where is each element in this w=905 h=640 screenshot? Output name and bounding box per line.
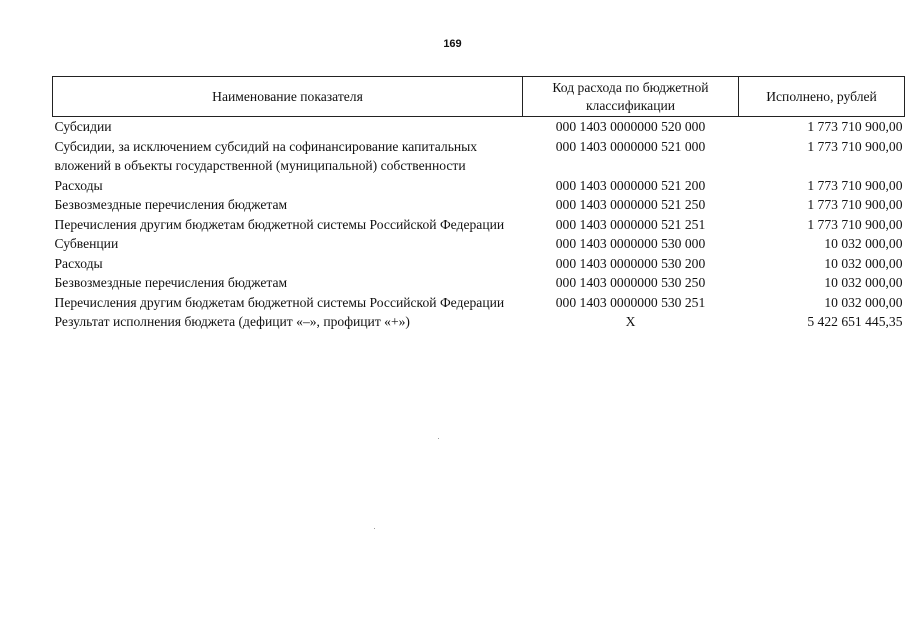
row-code: 000 1403 0000000 521 250 — [555, 197, 706, 212]
row-name: Безвозмездные перечисления бюджетам — [54, 197, 288, 212]
header-code: Код расхода по бюджетной классификации — [523, 77, 739, 117]
row-amount: 1 773 710 900,00 — [807, 216, 903, 232]
table-row — [53, 234, 905, 254]
table-row — [53, 293, 905, 313]
row-name: Расходы — [54, 255, 103, 271]
table-row — [53, 254, 905, 274]
row-amount: 1 773 710 900,00 — [807, 177, 903, 193]
row-amount: 10 032 000,00 — [824, 255, 903, 271]
row-code: 000 1403 0000000 521 200 — [555, 177, 706, 193]
table-row — [53, 117, 905, 137]
table-row — [53, 137, 905, 176]
table-row — [53, 195, 905, 215]
row-name: Субсидии — [54, 119, 112, 134]
scan-speck — [374, 528, 375, 529]
row-amount: 10 032 000,00 — [824, 294, 903, 310]
row-amount: 10 032 000,00 — [824, 236, 903, 251]
result-amount: 5 422 651 445,35 — [807, 314, 903, 329]
row-code: 000 1403 0000000 521 000 — [555, 138, 706, 154]
result-name: Результат исполнения бюджета (дефицит «–», профицит «+») — [54, 314, 410, 329]
row-amount: 1 773 710 900,00 — [807, 119, 903, 134]
row-name: Субсидии, за исключением субсидий на софинансирование капитальных вложений в объекты государственной (муниципальной) собственности — [54, 138, 478, 173]
page-number: 169 — [443, 38, 462, 50]
row-code: 000 1403 0000000 521 251 — [555, 216, 706, 232]
row-code: 000 1403 0000000 520 000 — [555, 119, 706, 134]
table-header-row — [53, 77, 905, 117]
row-name: Перечисления другим бюджетам бюджетной системы Российской Федерации — [54, 294, 505, 310]
row-code: 000 1403 0000000 530 251 — [555, 294, 706, 310]
row-code: 000 1403 0000000 530 200 — [555, 255, 706, 271]
table-row — [53, 176, 905, 196]
table-row — [53, 215, 905, 235]
table-row-result — [53, 312, 905, 332]
result-code: X — [625, 314, 636, 329]
row-code: 000 1403 0000000 530 000 — [555, 236, 706, 251]
header-amount: Исполнено, рублей — [739, 77, 905, 117]
row-name: Перечисления другим бюджетам бюджетной системы Российской Федерации — [54, 216, 505, 232]
row-amount: 1 773 710 900,00 — [807, 138, 903, 154]
table-row — [53, 273, 905, 293]
scan-speck — [438, 438, 439, 439]
row-name: Расходы — [54, 177, 103, 193]
row-amount: 1 773 710 900,00 — [807, 197, 903, 212]
row-code: 000 1403 0000000 530 250 — [555, 275, 706, 290]
header-name: Наименование показателя — [53, 77, 523, 117]
row-name: Субвенции — [54, 236, 119, 251]
row-name: Безвозмездные перечисления бюджетам — [54, 275, 288, 290]
row-amount: 10 032 000,00 — [824, 275, 903, 290]
budget-table — [52, 76, 905, 332]
